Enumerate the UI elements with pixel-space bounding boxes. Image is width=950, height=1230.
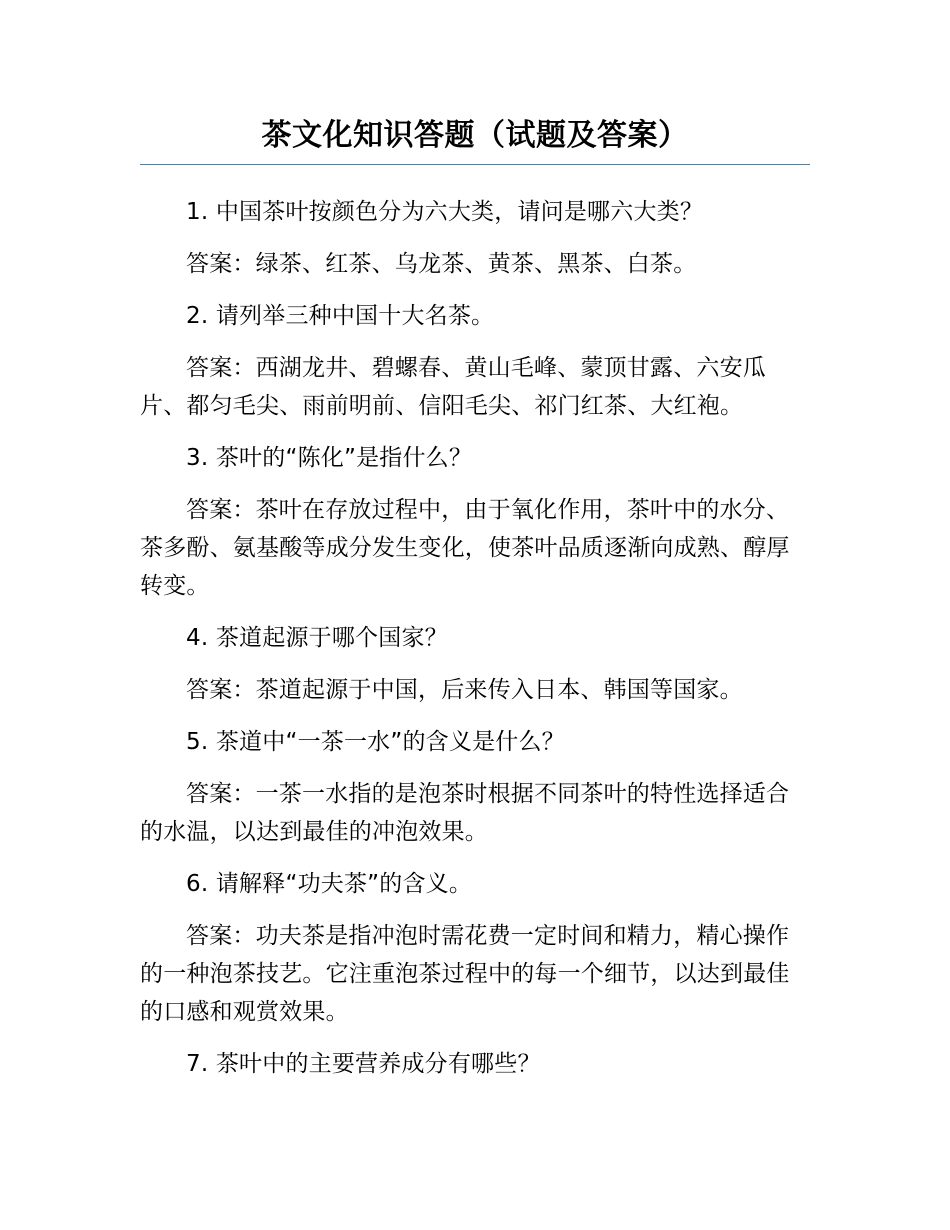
answer-6: 答案：功夫茶是指冲泡时需花费一定时间和精力，精心操作的一种泡茶技艺。它注重泡茶过程中的每一个细节，以达到最佳的口感和观赏效果。 — [140, 923, 790, 1025]
question-4: 4. 茶道起源于哪个国家？ — [186, 625, 448, 651]
question-6: 6. 请解释“功夫茶”的含义。 — [186, 871, 473, 897]
question-7: 7. 茶叶中的主要营养成分有哪些？ — [186, 1051, 541, 1077]
question-2: 2. 请列举三种中国十大名茶。 — [186, 303, 495, 329]
page-title: 茶文化知识答题（试题及答案） — [261, 118, 689, 153]
question-5: 5. 茶道中“一茶一水”的含义是什么？ — [186, 729, 565, 755]
question-3: 3. 茶叶的“陈化”是指什么？ — [186, 445, 473, 471]
question-1: 1. 中国茶叶按颜色分为六大类，请问是哪六大类？ — [186, 199, 704, 225]
title-block — [140, 112, 810, 165]
answer-3: 答案：茶叶在存放过程中，由于氧化作用，茶叶中的水分、茶多酚、氨基酸等成分发生变化，使茶叶品质逐渐向成熟、醇厚转变。 — [140, 497, 790, 599]
answer-5: 答案：一茶一水指的是泡茶时根据不同茶叶的特性选择适合的水温，以达到最佳的冲泡效果。 — [140, 781, 790, 845]
document-body — [140, 193, 812, 1097]
answer-1: 答案：绿茶、红茶、乌龙茶、黄茶、黑茶、白茶。 — [186, 251, 697, 277]
answer-4: 答案：茶道起源于中国，后来传入日本、韩国等国家。 — [186, 677, 743, 703]
answer-2: 答案：西湖龙井、碧螺春、黄山毛峰、蒙顶甘露、六安瓜片、都匀毛尖、雨前明前、信阳毛尖、祁门红茶、大红袍。 — [140, 355, 766, 419]
